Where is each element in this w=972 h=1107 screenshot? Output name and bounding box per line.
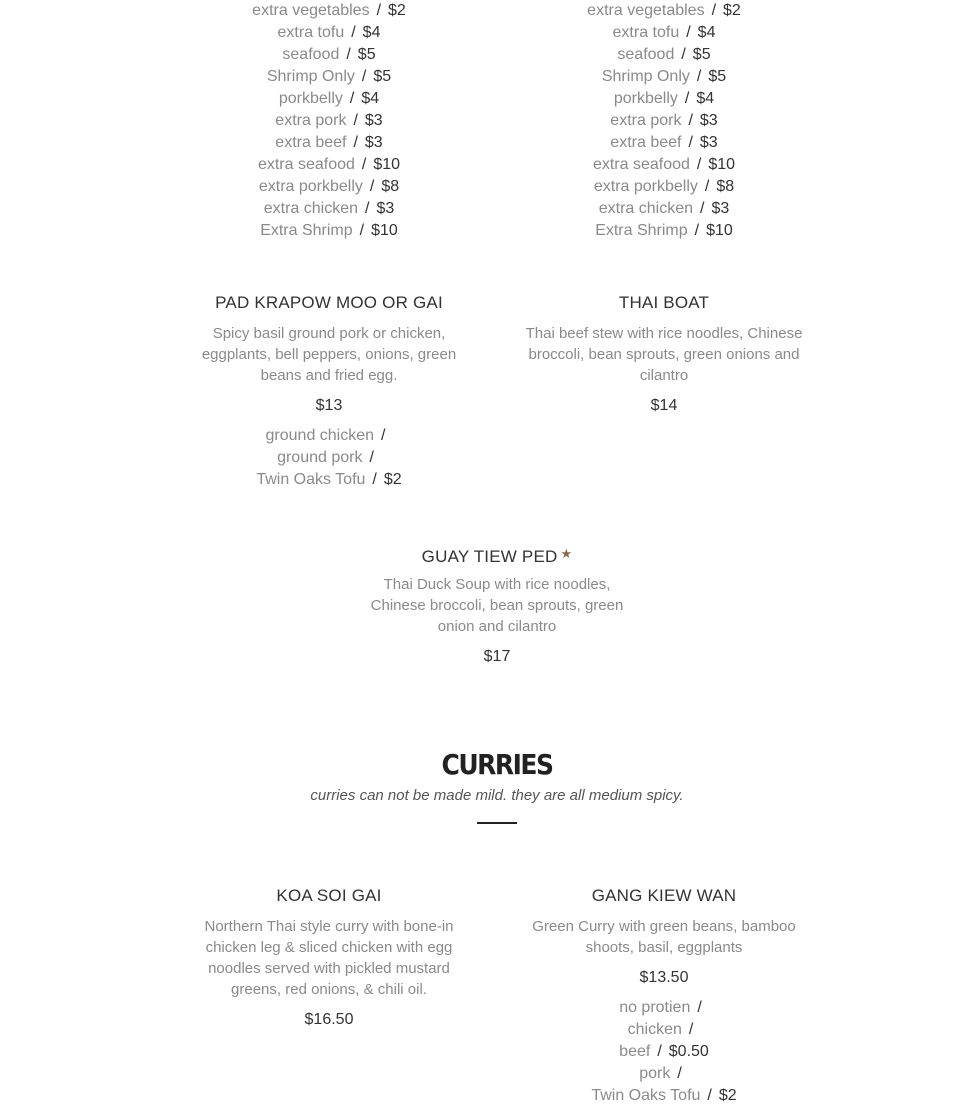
option-separator: / (351, 24, 356, 41)
option-price: $4 (361, 90, 380, 107)
option-separator: / (694, 222, 700, 239)
option-name: ground chicken (265, 427, 375, 444)
option-price: $10 (373, 156, 401, 173)
option-name: extra porkbelly (593, 178, 698, 195)
option-name: seafood (282, 46, 340, 63)
option-separator: / (677, 1065, 682, 1082)
option-price: $3 (711, 200, 730, 217)
option-row (194, 220, 464, 242)
option-name: Extra Shrimp (260, 222, 353, 239)
option-price: $8 (716, 178, 735, 195)
option-price: $5 (692, 46, 711, 63)
option-name: Twin Oaks Tofu (256, 471, 366, 488)
option-separator: / (700, 200, 705, 217)
item-price: $16.50 (304, 1011, 354, 1028)
option-name: extra seafood (592, 156, 690, 173)
item-description: Northern Thai style curry with bone-in chicken leg & sliced chicken with egg noodles served with pickled mustard greens, red onions, & chili oil. (204, 918, 454, 998)
option-separator: / (376, 2, 382, 19)
option-price: $10 (708, 156, 736, 173)
option-name: extra chicken (263, 200, 358, 217)
option-price: $0.50 (668, 1043, 709, 1060)
option-name: extra tofu (277, 24, 345, 41)
option-price: $3 (699, 134, 718, 151)
option-name: Shrimp Only (266, 68, 355, 85)
option-price: $5 (357, 46, 376, 63)
option-price: $2 (383, 471, 402, 488)
option-name: extra pork (275, 112, 347, 129)
option-row (194, 425, 464, 447)
option-name: extra pork (610, 112, 682, 129)
option-separator: / (361, 68, 367, 85)
option-separator: / (696, 68, 702, 85)
option-separator: / (365, 200, 370, 217)
option-name: chicken (627, 1021, 682, 1038)
option-price: $3 (364, 134, 383, 151)
option-row (194, 0, 464, 22)
option-name: Twin Oaks Tofu (591, 1087, 701, 1104)
option-row (524, 132, 804, 154)
item-options (524, 997, 804, 1107)
item-description: Thai Duck Soup with rice noodles, Chinese broccoli, bean sprouts, green onion and cilantro (370, 576, 624, 635)
option-name: extra seafood (257, 156, 355, 173)
section-note: curries can not be made mild. they are all medium spicy. (310, 787, 684, 804)
item-description: Green Curry with green beans, bamboo shoots, basil, eggplants (532, 918, 796, 956)
option-separator: / (369, 178, 375, 195)
top-left-options (194, 0, 464, 242)
option-name: pork (639, 1065, 671, 1082)
option-row (524, 44, 804, 66)
option-separator: / (361, 156, 367, 173)
option-row (194, 198, 464, 220)
star-icon: ★ (560, 546, 573, 561)
item-options (194, 425, 464, 491)
option-price: $8 (381, 178, 400, 195)
section-title: CURRIES (441, 748, 553, 781)
option-separator: / (353, 134, 358, 151)
option-name: no protien (619, 999, 691, 1016)
item-price: $14 (650, 397, 678, 414)
option-separator: / (369, 449, 374, 466)
item-title: GANG KIEW WAN (591, 886, 737, 905)
option-row (194, 110, 464, 132)
option-row (194, 176, 464, 198)
option-row (524, 154, 804, 176)
option-row (524, 110, 804, 132)
option-name: porkbelly (613, 90, 678, 107)
option-separator: / (696, 156, 702, 173)
option-row (524, 88, 804, 110)
option-name: extra chicken (598, 200, 693, 217)
option-name: Shrimp Only (601, 68, 690, 85)
option-separator: / (711, 2, 717, 19)
option-separator: / (684, 90, 690, 107)
option-price: $10 (371, 222, 398, 239)
option-price: $5 (708, 68, 727, 85)
option-separator: / (697, 999, 702, 1016)
item-title-wrap (362, 543, 632, 565)
option-separator: / (359, 222, 365, 239)
item-price: $13.50 (639, 969, 689, 986)
menu-item-guay-tiew-ped (362, 543, 632, 668)
option-separator: / (707, 1087, 712, 1104)
option-price: $2 (388, 2, 406, 19)
section-divider (477, 822, 517, 824)
menu-item-koa-soi-gai (194, 885, 464, 1031)
option-name: extra vegetables (252, 2, 370, 19)
option-separator: / (353, 112, 358, 129)
option-price: $4 (697, 24, 716, 41)
option-name: porkbelly (278, 90, 343, 107)
option-separator: / (688, 134, 693, 151)
option-name: extra vegetables (587, 2, 705, 19)
item-title: PAD KRAPOW MOO OR GAI (215, 293, 443, 312)
option-row (524, 1085, 804, 1107)
option-price: $3 (699, 112, 718, 129)
item-price: $17 (483, 648, 511, 665)
option-price: $4 (696, 90, 715, 107)
menu-item-thai-boat (524, 292, 804, 417)
option-separator: / (372, 471, 377, 488)
option-separator: / (349, 90, 355, 107)
option-row (524, 0, 804, 22)
option-row (524, 220, 804, 242)
option-name: ground pork (277, 449, 363, 466)
option-row (194, 66, 464, 88)
item-title: THAI BOAT (618, 293, 710, 312)
option-name: Extra Shrimp (595, 222, 688, 239)
option-row (194, 44, 464, 66)
option-row (194, 154, 464, 176)
option-row (194, 469, 464, 491)
curries-section-header (0, 750, 972, 824)
option-separator: / (681, 46, 686, 63)
option-separator: / (688, 1021, 694, 1038)
option-separator: / (704, 178, 710, 195)
option-row (194, 132, 464, 154)
option-name: seafood (617, 46, 675, 63)
option-price: $5 (373, 68, 392, 85)
option-name: extra beef (610, 134, 682, 151)
option-row (524, 1019, 804, 1041)
option-name: extra beef (275, 134, 347, 151)
option-price: $4 (362, 24, 381, 41)
menu-item-pad-krapow (194, 292, 464, 491)
top-right-options (524, 0, 804, 242)
option-row (524, 22, 804, 44)
option-row (524, 176, 804, 198)
option-row (194, 22, 464, 44)
item-title: KOA SOI GAI (276, 886, 382, 905)
option-separator: / (686, 24, 691, 41)
option-name: extra porkbelly (258, 178, 363, 195)
option-row (524, 1041, 804, 1063)
option-row (524, 1063, 804, 1085)
option-row (524, 198, 804, 220)
item-title: GUAY TIEW PED (421, 547, 558, 566)
item-description: Spicy basil ground pork or chicken, eggplants, bell peppers, onions, green beans and fried egg. (201, 325, 457, 384)
option-price: $2 (723, 2, 741, 19)
option-price: $10 (706, 222, 733, 239)
option-price: $3 (376, 200, 395, 217)
option-row (524, 66, 804, 88)
item-price: $13 (315, 397, 343, 414)
option-separator: / (688, 112, 693, 129)
option-name: beef (619, 1043, 651, 1060)
option-row (194, 447, 464, 469)
option-price: $2 (718, 1087, 737, 1104)
menu-item-gang-kiew-wan (524, 885, 804, 1107)
option-row (194, 88, 464, 110)
option-row (524, 997, 804, 1019)
option-price: $3 (364, 112, 383, 129)
option-name: extra tofu (612, 24, 680, 41)
option-separator: / (381, 427, 386, 444)
option-separator: / (346, 46, 351, 63)
option-separator: / (657, 1043, 662, 1060)
item-description: Thai beef stew with rice noodles, Chinese broccoli, bean sprouts, green onions and cilantro (525, 325, 803, 384)
